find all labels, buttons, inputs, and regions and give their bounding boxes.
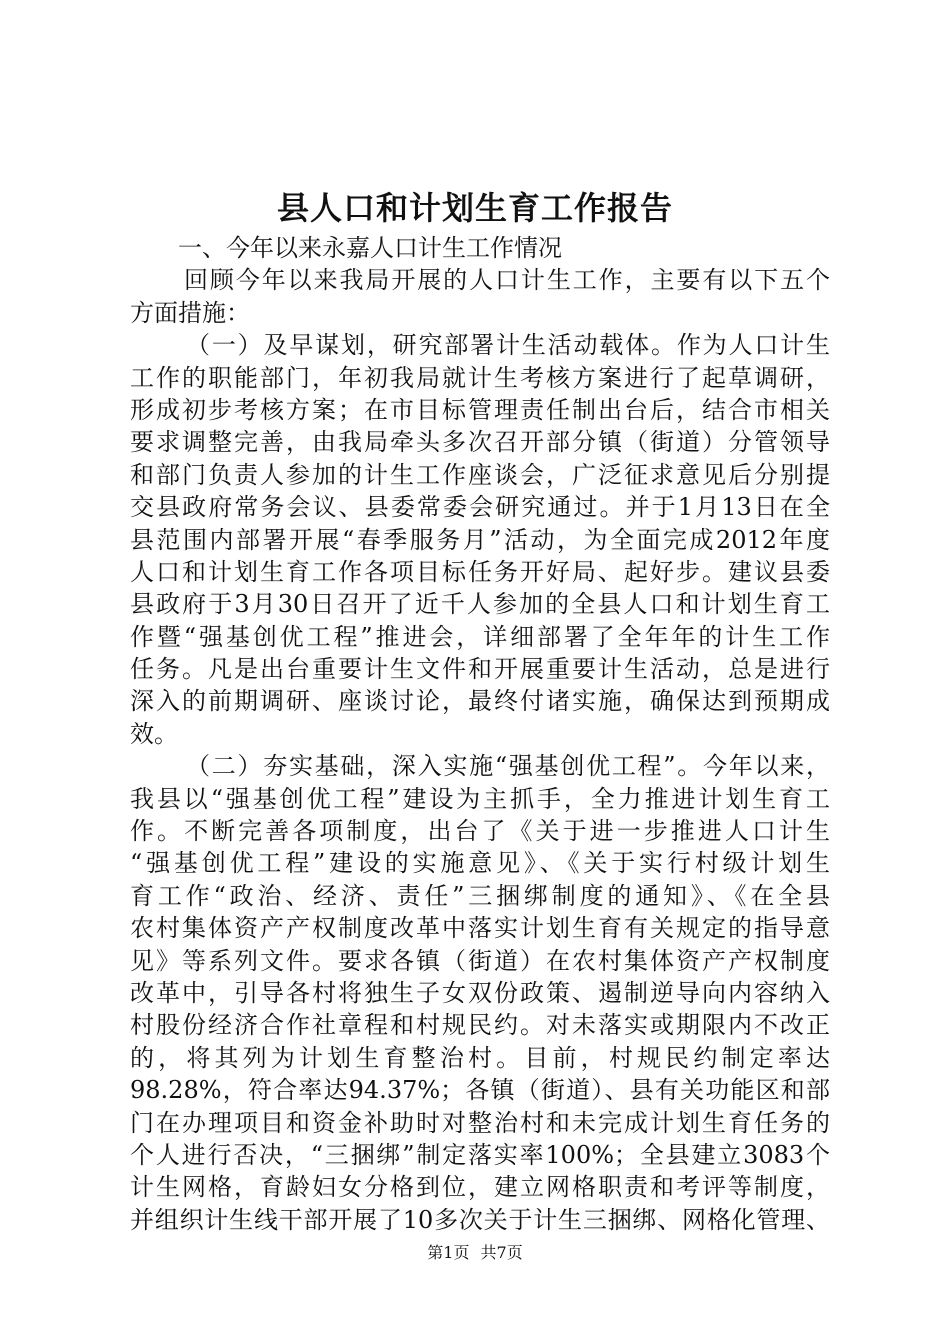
paragraph-line: 个人进行否决，“三捆绑”制定落实率100%；全县建立3083个 [130, 1140, 830, 1169]
paragraph-line: 交县政府常务会议、县委常委会研究通过。并于1月13日在全 [130, 493, 830, 522]
paragraph-line: 要求调整完善，由我局牵头多次召开部分镇（街道）分管领导 [130, 428, 830, 457]
paragraph-line: 村股份经济合作社章程和村规民约。对未落实或期限内不改正 [130, 1011, 830, 1040]
paragraph-line: 县政府于3月30日召开了近千人参加的全县人口和计划生育工 [130, 590, 830, 619]
paragraph-line: 并组织计生线干部开展了10多次关于计生三捆绑、网格化管理、 [130, 1205, 830, 1234]
paragraph-line: 98.28%，符合率达94.37%；各镇（街道）、县有关功能区和部 [130, 1076, 830, 1105]
section-heading: 一、今年以来永嘉人口计生工作情况 [178, 234, 562, 262]
page-footer [0, 1243, 950, 1263]
paragraph-line: （二）夯实基础，深入实施“强基创优工程”。今年以来， [186, 752, 830, 781]
page-number: 第1页 [427, 1243, 470, 1262]
paragraph-line: 农村集体资产产权制度改革中落实计划生育有关规定的指导意 [130, 914, 830, 943]
page-total: 共7页 [480, 1243, 523, 1262]
paragraph-line: 作。不断完善各项制度，出台了《关于进一步推进人口计生 [130, 817, 830, 846]
paragraph-line: 任务。凡是出台重要计生文件和开展重要计生活动，总是进行 [130, 655, 830, 684]
paragraph-line: 育工作“政治、经济、责任”三捆绑制度的通知》、《在全县 [130, 881, 830, 910]
paragraph-line: （一）及早谋划，研究部署计生活动载体。作为人口计生 [186, 331, 830, 360]
paragraph-line: 人口和计划生育工作各项目标任务开好局、起好步。建议县委 [130, 557, 830, 586]
paragraph-line: 改革中，引导各村将独生子女双份政策、遏制逆导向内容纳入 [130, 978, 830, 1007]
paragraph-line: “强基创优工程”建设的实施意见》、《关于实行村级计划生 [130, 849, 830, 878]
paragraph-line: 和部门负责人参加的计生工作座谈会，广泛征求意见后分别提 [130, 460, 830, 489]
paragraph-line: 工作的职能部门，年初我局就计生考核方案进行了起草调研， [130, 363, 830, 392]
paragraph-line: 效。 [130, 719, 178, 748]
paragraph-line: 计生网格，育龄妇女分格到位，建立网格职责和考评等制度， [130, 1173, 830, 1202]
paragraph-line: 回顾今年以来我局开展的人口计生工作，主要有以下五个 [184, 266, 830, 295]
paragraph-line: 方面措施： [130, 298, 250, 327]
paragraph-line: 见》等系列文件。要求各镇（街道）在农村集体资产产权制度 [130, 946, 830, 975]
paragraph-line: 形成初步考核方案；在市目标管理责任制出台后，结合市相关 [130, 395, 830, 424]
paragraph-line: 我县以“强基创优工程”建设为主抓手，全力推进计划生育工 [130, 784, 830, 813]
document-title: 县人口和计划生育工作报告 [276, 189, 673, 227]
paragraph-line: 门在办理项目和资金补助时对整治村和未完成计划生育任务的 [130, 1108, 830, 1137]
paragraph-line: 县范围内部署开展“春季服务月”活动，为全面完成2012年度 [130, 525, 830, 554]
paragraph-line: 深入的前期调研、座谈讨论，最终付诸实施，确保达到预期成 [130, 687, 830, 716]
paragraph-line: 作暨“强基创优工程”推进会，详细部署了全年年的计生工作 [130, 622, 830, 651]
paragraph-line: 的，将其列为计划生育整治村。目前，村规民约制定率达 [130, 1043, 830, 1072]
document-body [130, 232, 830, 1236]
